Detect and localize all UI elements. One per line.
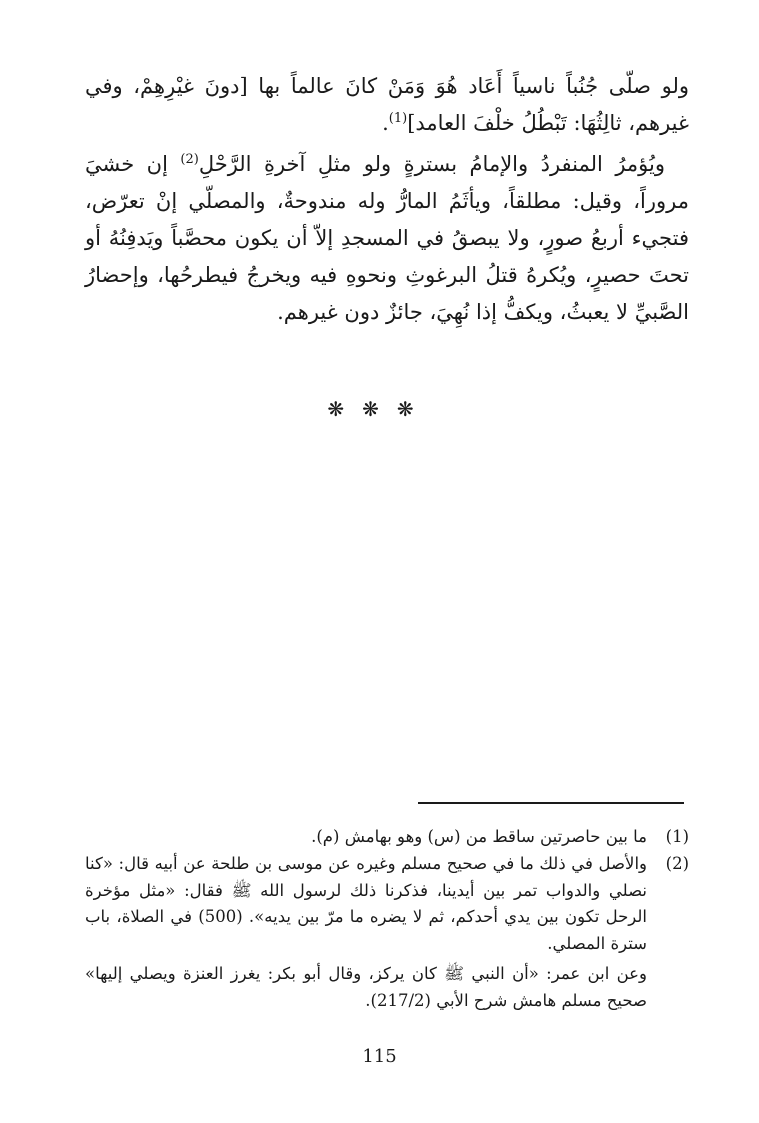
paragraph-2-text-a: ويُؤمرُ المنفردُ والإمامُ بسترةٍ ولو مثلِ آخرةِ الرَّحْلِ — [198, 152, 665, 176]
page-number: 115 — [362, 1046, 397, 1067]
footnote-2 — [85, 851, 689, 958]
paragraph-2-text-b: إن خشيَ مروراً، وقيل: مطلقاً، ويأثَمُ المارُّ وله مندوحةٌ، والمصلّي إنْ تعرّض، فتجيء أربعُ صورٍ، ولا يبصقُ في المسجدِ إلاّ أن يكون محصَّباً ويَدفِنُهُ أو تحتَ حصيرٍ، ويُكرهُ قتلُ البرغوثِ ونحوهِ فيه ويخرجُ فيطرحُها، وإحضارُ الصَّبيِّ لا يعبثُ، ويكفُّ إذا نُهِيَ، جائزٌ دون غيرهم. — [85, 152, 689, 324]
footnote-1 — [85, 824, 689, 851]
paragraph-1 — [85, 68, 689, 142]
section-divider-ornament: ❋❋❋ — [327, 397, 432, 421]
footnote-1-number: (1) — [665, 827, 689, 846]
footnote-2-continuation: وعن ابن عمر: «أن النبي ﷺ كان يركز، وقال أبو بكر: يغرز العنزة ويصلي إليها» صحيح مسلم هامش شرح الأبي (217/2). — [85, 963, 647, 1010]
footnote-2-number: (2) — [665, 853, 689, 873]
footnotes — [85, 824, 689, 1015]
footnote-1-text: ما بين حاصرتين ساقط من (س) وهو بهامش (م). — [311, 827, 647, 846]
footnote-2-text: والأصل في ذلك ما في صحيح مسلم وغيره عن موسى بن طلحة عن أبيه قال: «كنا نصلي والدواب تمر بين أيدينا، فذكرنا ذلك لرسول الله ﷺ فقال: «مثل مؤخرة الرحل تكون بين يدي أحدكم، ثم لا يضره ما مرّ بين يديه». (500) في الصلاة، باب سترة المصلي. — [85, 853, 647, 954]
paragraph-1-end: . — [382, 111, 389, 135]
paragraph-1-text: ولو صلّى جُنُباً ناسياً أَعَاد هُوَ وَمَنْ كانَ عالماً بها [دونَ غيْرِهِمْ، وفي غيرهم، ثالِثُهَا: تَبْطُلُ خلْفَ العامد] — [85, 74, 689, 135]
footnote-ref-1: (1) — [388, 111, 408, 126]
footnote-rule — [418, 802, 684, 804]
paragraph-2 — [85, 146, 689, 331]
main-text — [85, 68, 689, 331]
footnote-ref-2: (2) — [180, 152, 199, 167]
